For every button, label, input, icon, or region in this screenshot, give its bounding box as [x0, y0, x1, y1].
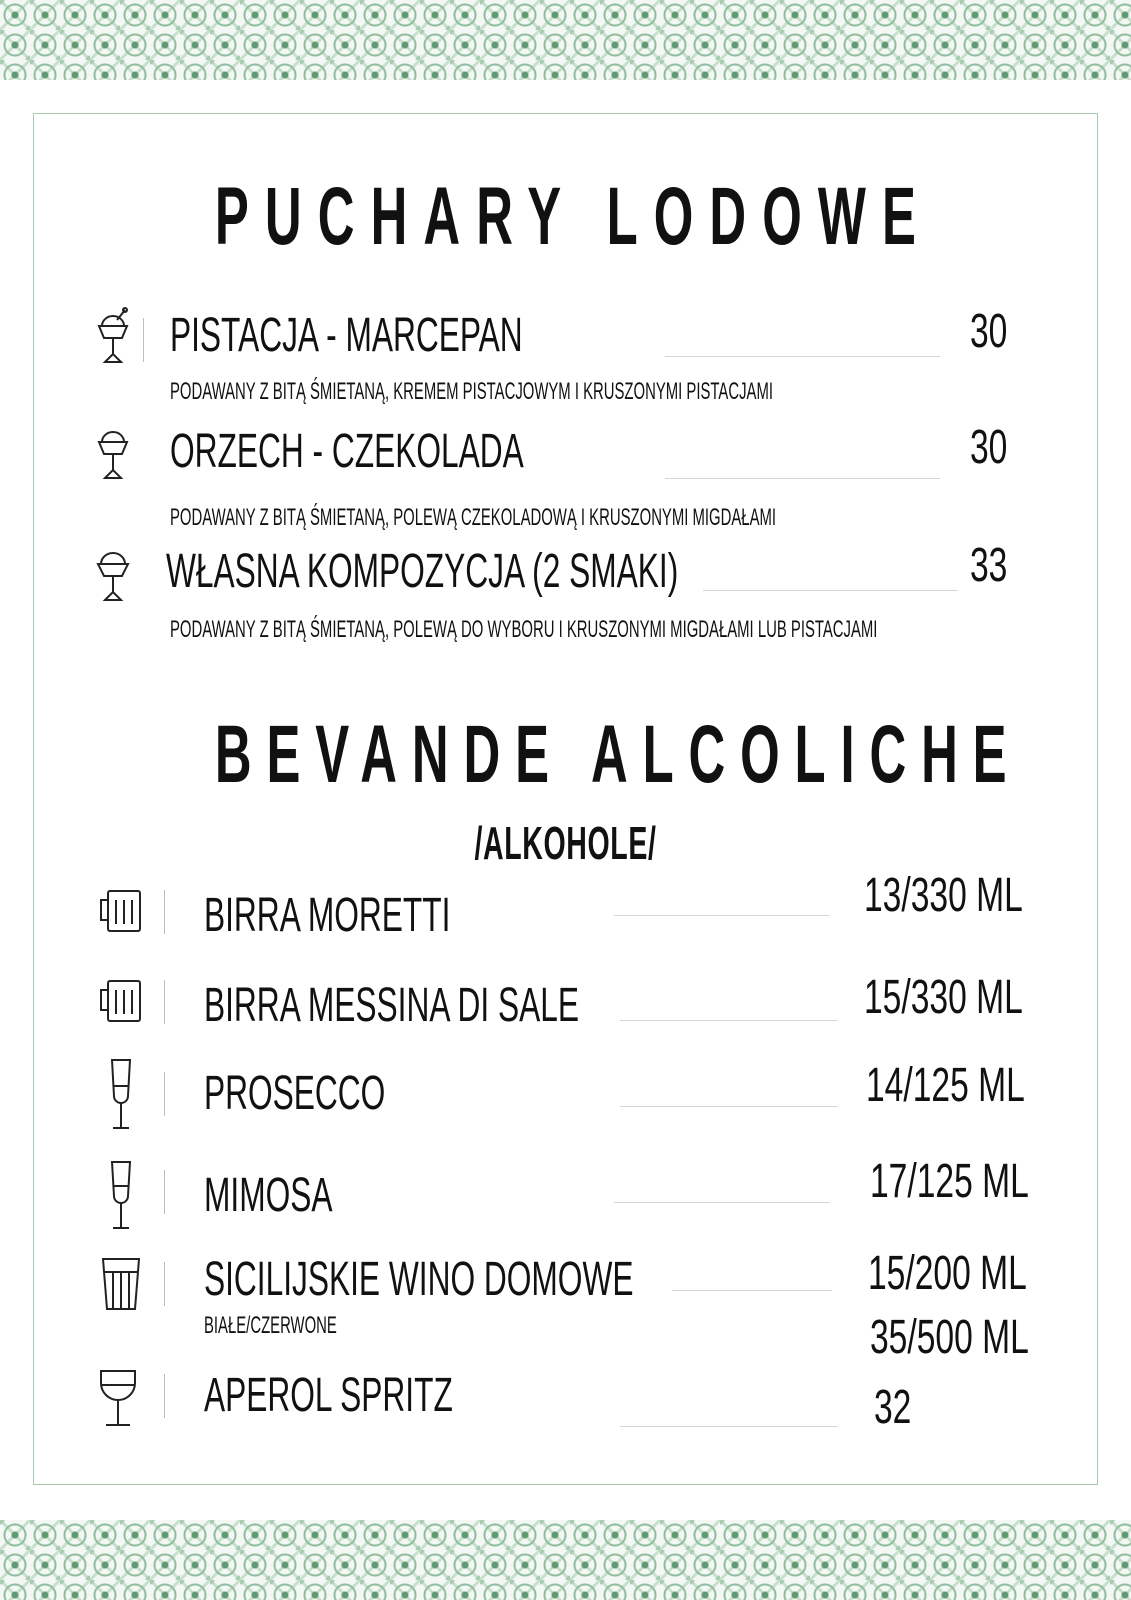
item-separator — [164, 1262, 165, 1306]
item-separator — [164, 1072, 165, 1116]
menu-item-price: 33 — [970, 539, 1008, 592]
item-separator — [164, 1374, 165, 1418]
drink-price: 15/200 ML — [868, 1247, 1027, 1300]
menu-item-name: ORZECH - CZEKOLADA — [170, 425, 524, 478]
drink-name: MIMOSA — [204, 1169, 333, 1222]
drink-description: BIAŁE/CZERWONE — [204, 1312, 337, 1339]
item-separator — [143, 318, 144, 362]
beer-mug-icon — [98, 978, 146, 1024]
item-separator — [164, 980, 165, 1024]
drink-name: BIRRA MESSINA DI SALE — [204, 979, 580, 1032]
menu-item-description: PODAWANY Z BITĄ ŚMIETANĄ, POLEWĄ CZEKOLADOWĄ I KRUSZONYMI MIGDAŁAMI — [170, 504, 777, 531]
drink-price: 15/330 ML — [864, 971, 1023, 1024]
drink-price: 14/125 ML — [866, 1059, 1025, 1112]
drink-price: 32 — [874, 1381, 912, 1434]
drink-price: 13/330 ML — [864, 869, 1023, 922]
menu-item-price: 30 — [970, 421, 1008, 474]
leader-line — [620, 1426, 838, 1427]
ice-cream-sundae-icon — [96, 424, 130, 482]
beer-mug-icon — [98, 888, 146, 934]
ice-cream-sundae-icon — [96, 546, 130, 604]
menu-item-price: 30 — [970, 305, 1008, 358]
menu-item-name: WŁASNA KOMPOZYCJA (2 SMAKI) — [166, 545, 679, 598]
ice-cream-sundae-icon — [96, 306, 130, 364]
drink-name: APEROL SPRITZ — [204, 1369, 453, 1422]
leader-line — [703, 590, 958, 591]
leader-line — [614, 1202, 830, 1203]
menu-item-description: PODAWANY Z BITĄ ŚMIETANĄ, KREMEM PISTACJOWYM I KRUSZONYMI PISTACJAMI — [170, 378, 773, 405]
wine-glass-icon — [98, 1368, 138, 1428]
leader-line — [620, 1106, 838, 1107]
leader-line — [665, 478, 940, 479]
section-title-ice-cream: PUCHARY LODOWE — [214, 171, 933, 262]
drink-price-large: 35/500 ML — [870, 1311, 1029, 1364]
decorative-tile-border-bottom — [0, 1520, 1131, 1600]
drink-name: PROSECCO — [204, 1067, 386, 1120]
leader-line — [620, 1020, 838, 1021]
item-separator — [164, 890, 165, 934]
leader-line — [672, 1290, 832, 1291]
champagne-flute-icon — [106, 1160, 136, 1230]
champagne-flute-icon — [106, 1058, 136, 1130]
item-separator — [164, 1170, 165, 1214]
drink-price: 17/125 ML — [870, 1155, 1029, 1208]
leader-line — [665, 356, 940, 357]
drink-name: BIRRA MORETTI — [204, 889, 451, 942]
section-subtitle: /ALKOHOLE/ — [474, 817, 657, 869]
menu-item-name: PISTACJA - MARCEPAN — [170, 309, 523, 362]
leader-line — [614, 915, 830, 916]
section-title-alcohol: BEVANDE ALCOLICHE — [214, 709, 1022, 800]
tumbler-glass-icon — [100, 1256, 142, 1312]
drink-name: SICILIJSKIE WINO DOMOWE — [204, 1253, 634, 1306]
menu-item-description: PODAWANY Z BITĄ ŚMIETANĄ, POLEWĄ DO WYBORU I KRUSZONYMI MIGDAŁAMI LUB PISTACJAMI — [170, 616, 878, 643]
decorative-tile-border-top — [0, 0, 1131, 80]
